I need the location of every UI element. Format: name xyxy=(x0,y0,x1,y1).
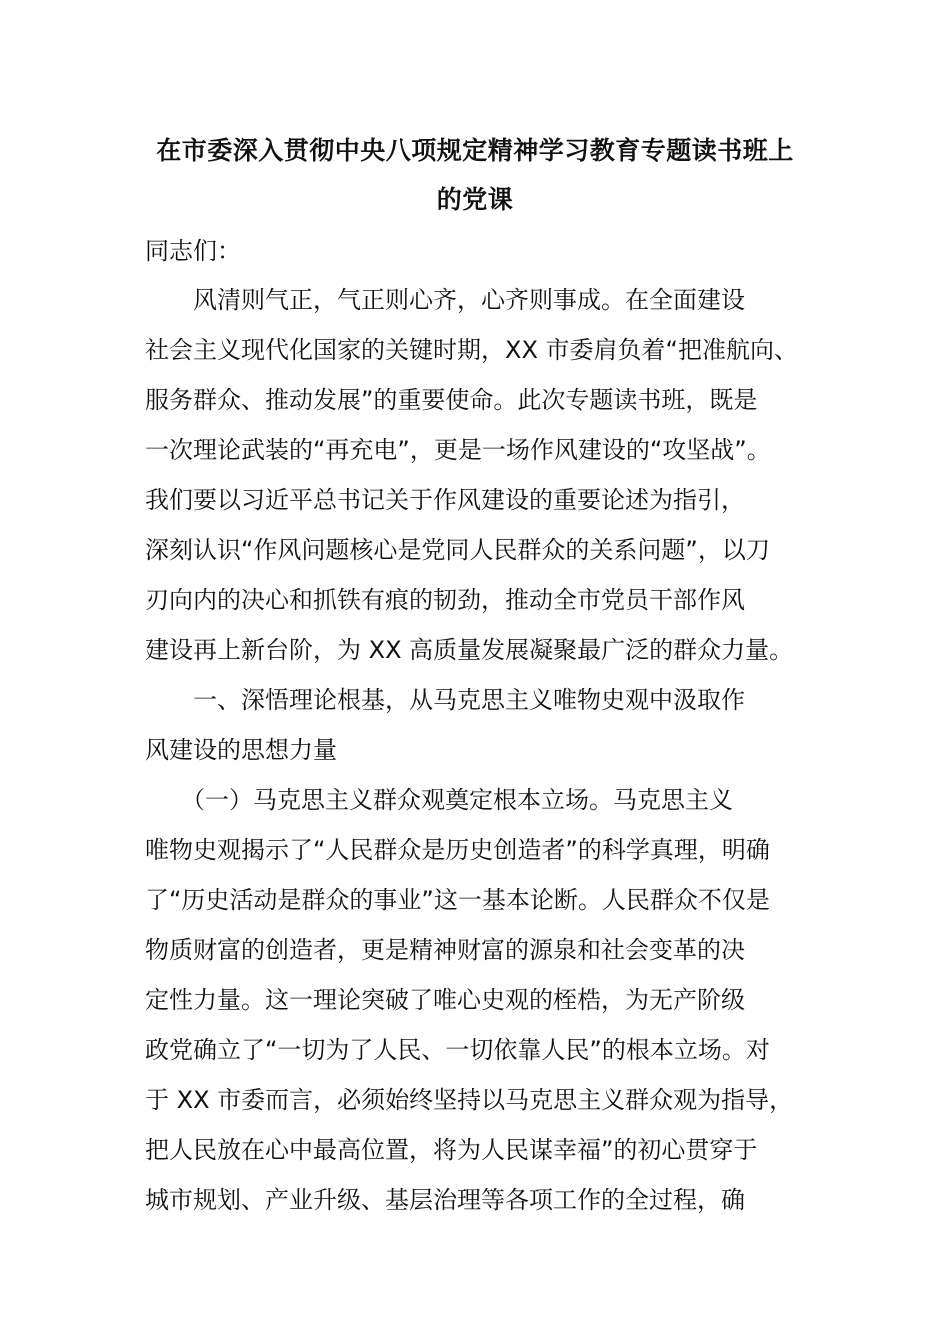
body-line: 建设再上新台阶，为 XX 高质量发展凝聚最广泛的群众力量。 xyxy=(145,636,794,664)
body-line: 我们要以习近平总书记关于作风建设的重要论述为指引， xyxy=(145,486,745,514)
body-line: 服务群众、推动发展”的重要使命。此次专题读书班，既是 xyxy=(145,386,758,414)
body-line: 一次理论武装的“再充电”，更是一场作风建设的“攻坚战”。 xyxy=(145,436,771,464)
body-line: 社会主义现代化国家的关键时期，XX 市委肩负着“把准航向、 xyxy=(145,336,798,364)
body-line: 深刻认识“作风问题核心是党同人民群众的关系问题”，以刀 xyxy=(145,536,770,564)
body-line: 刃向内的决心和抓铁有痕的韧劲，推动全市党员干部作风 xyxy=(145,586,745,614)
salutation: 同志们： xyxy=(145,237,241,265)
section-heading-line: 风建设的思想力量 xyxy=(145,736,337,764)
document-title-line-1: 在市委深入贯彻中央八项规定精神学习教育专题读书班上 xyxy=(156,136,794,165)
body-line: 于 XX 市委而言，必须始终坚持以马克思主义群众观为指导， xyxy=(145,1086,794,1114)
body-line: 风清则气正，气正则心齐，心齐则事成。在全面建设 xyxy=(145,286,745,314)
section-heading-line: 一、深悟理论根基，从马克思主义唯物史观中汲取作 xyxy=(145,686,745,714)
body-line: 物质财富的创造者，更是精神财富的源泉和社会变革的决 xyxy=(145,936,745,964)
body-line: 唯物史观揭示了“人民群众是历史创造者”的科学真理，明确 xyxy=(145,836,770,864)
body-line: （一）马克思主义群众观奠定根本立场。马克思主义 xyxy=(145,786,733,814)
body-line: 了“历史活动是群众的事业”这一基本论断。人民群众不仅是 xyxy=(145,886,770,914)
document-title-line-2: 的党课 xyxy=(436,185,514,214)
body-line: 把人民放在心中最高位置，将为人民谋幸福”的初心贯穿于 xyxy=(145,1136,758,1164)
body-line: 政党确立了“一切为了人民、一切依靠人民”的根本立场。对 xyxy=(145,1036,770,1064)
body-line: 城市规划、产业升级、基层治理等各项工作的全过程，确 xyxy=(145,1186,745,1214)
body-line: 定性力量。这一理论突破了唯心史观的桎梏，为无产阶级 xyxy=(145,986,745,1014)
